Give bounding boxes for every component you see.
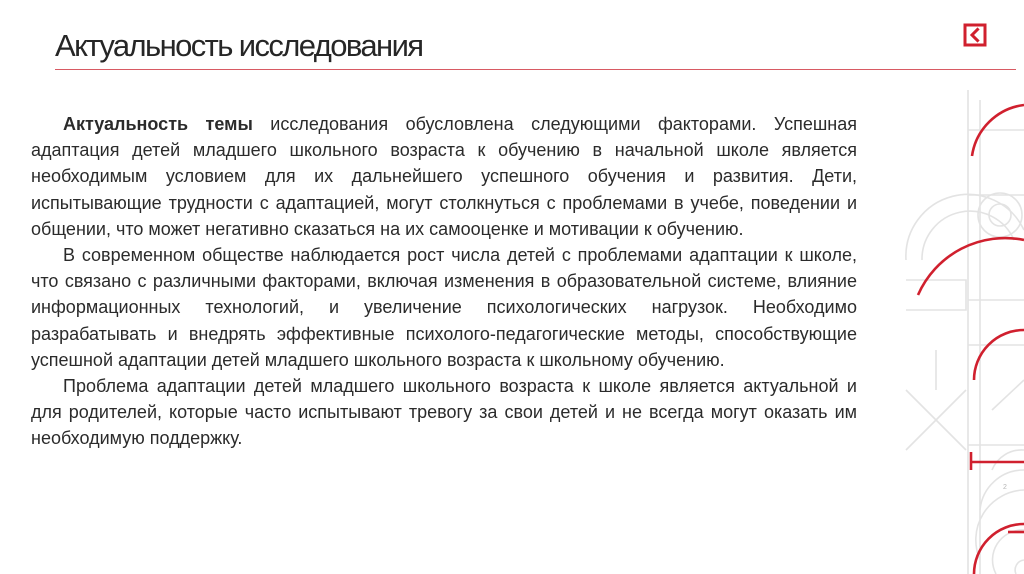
decorative-geometric-pattern: [896, 90, 1024, 574]
slide-title: Актуальность исследования: [55, 28, 423, 63]
body-text: [31, 111, 857, 452]
paragraph-1-bold: Актуальность темы: [63, 114, 253, 134]
page-number: 2: [1003, 484, 1007, 491]
paragraph-1: [31, 111, 857, 242]
paragraph-2: В современном обществе наблюдается рост числа детей с проблемами адаптации к школе, что связано с различными факторами, включая изменения в образовательной системе, влияние информационных технологий, и увеличение психологических нагрузок. Необходимо разрабатывать и внедрять эффективные психолого-педагогические методы, способствующие успешной адаптации детей младшего школьного возраста к школьному обучению.: [31, 245, 857, 370]
return-arrow-icon[interactable]: [963, 23, 987, 47]
paragraph-3: Проблема адаптации детей младшего школьного возраста к школе является актуальной и для родителей, которые часто испытывают тревогу за свои детей и не всегда могут оказать им необходимую поддержку.: [31, 376, 857, 449]
title-underline: [55, 69, 1016, 70]
paragraph-1-text: исследования обусловлена следующими факторами. Успешная адаптация детей младшего школьного возраста к обучению в начальной школе является необходимым условием для их дальнейшего успешного обучения и развития. Дети, испытывающие трудности с адаптацией, могут столкнуться с проблемами в учебе, поведении и общении, что может негативно сказаться на их самооценке и мотивации к обучению.: [31, 114, 857, 239]
